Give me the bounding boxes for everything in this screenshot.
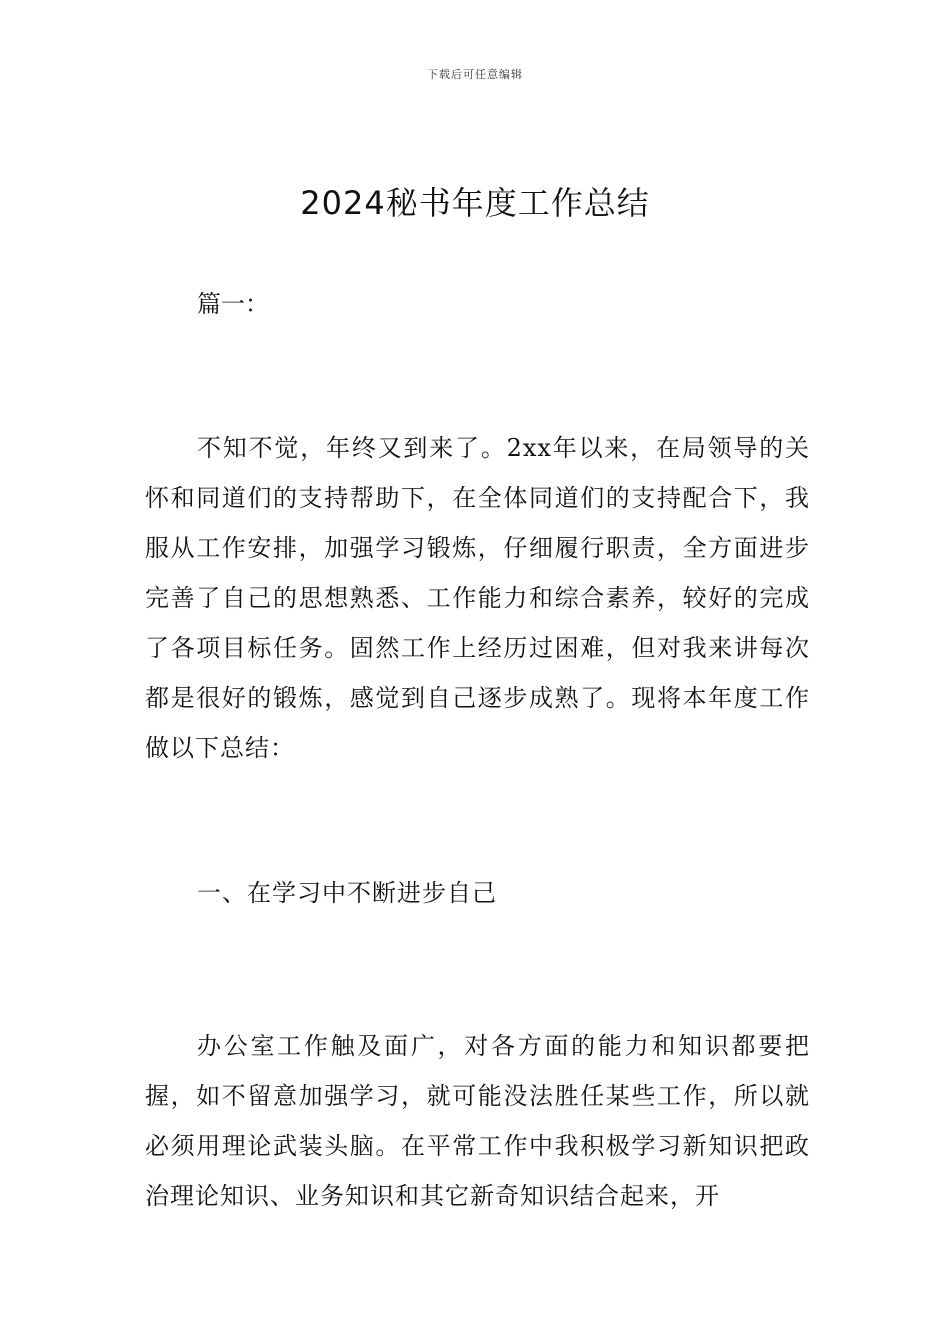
header-note: 下载后可任意编辑: [427, 68, 523, 81]
section-heading: 一、在学习中不断进步自己: [197, 879, 497, 907]
paragraph-study: 办公室工作触及面广，对各方面的能力和知识都要把握，如不留意加强学习，就可能没法胜任某些工作，所以就必须用理论武装头脑。在平常工作中我积极学习新知识把政治理论知识、业务知识和其它新奇知识结合起来，开: [145, 1032, 810, 1210]
section-label: 篇一：: [197, 290, 269, 318]
document-title: 2024秘书年度工作总结: [300, 184, 650, 222]
paragraph-intro: 不知不觉，年终又到来了。2xx年以来，在局领导的关怀和同道们的支持帮助下，在全体同道们的支持配合下，我服从工作安排，加强学习锻炼，仔细履行职责，全方面进步完善了自己的思想熟悉、工作能力和综合素养，较好的完成了各项目标任务。固然工作上经历过困难，但对我来讲每次都是很好的锻炼，感觉到自己逐步成熟了。现将本年度工作做以下总结：: [145, 434, 810, 762]
